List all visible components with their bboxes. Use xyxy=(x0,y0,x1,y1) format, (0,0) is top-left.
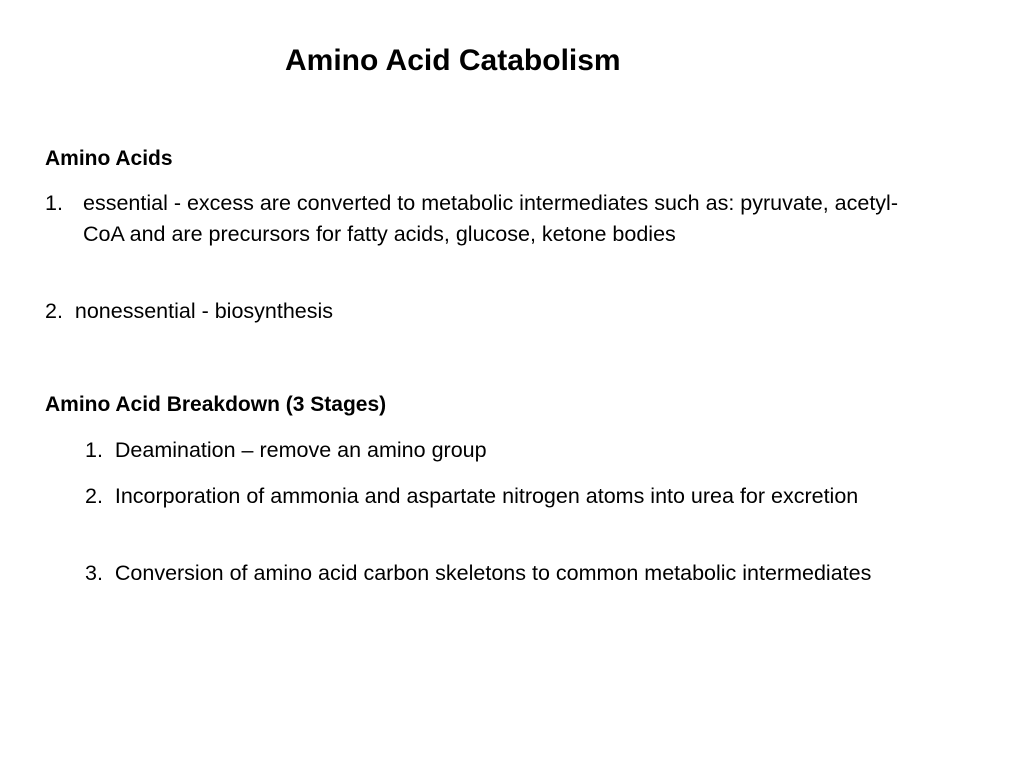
stage-item-urea: 2. Incorporation of ammonia and aspartate nitrogen atoms into urea for excretion xyxy=(85,484,859,508)
section-heading-breakdown: Amino Acid Breakdown (3 Stages) xyxy=(45,393,387,416)
stage-item-deamination: 1. Deamination – remove an amino group xyxy=(85,438,487,462)
slide-title: Amino Acid Catabolism xyxy=(285,44,621,77)
stage-item-carbon-skeletons: 3. Conversion of amino acid carbon skeletons to common metabolic intermediates xyxy=(85,561,872,585)
list-item-nonessential: 2. nonessential - biosynthesis xyxy=(45,299,334,323)
list-item-text: essential - excess are converted to metabolic intermediates such as: pyruvate, acetyl-CoA and are precursors for fatty acids, glucose, ketone bodies xyxy=(83,191,898,246)
section-heading-amino-acids: Amino Acids xyxy=(45,147,173,170)
list-item-number: 1. xyxy=(45,191,63,215)
list-item-essential xyxy=(45,188,915,250)
